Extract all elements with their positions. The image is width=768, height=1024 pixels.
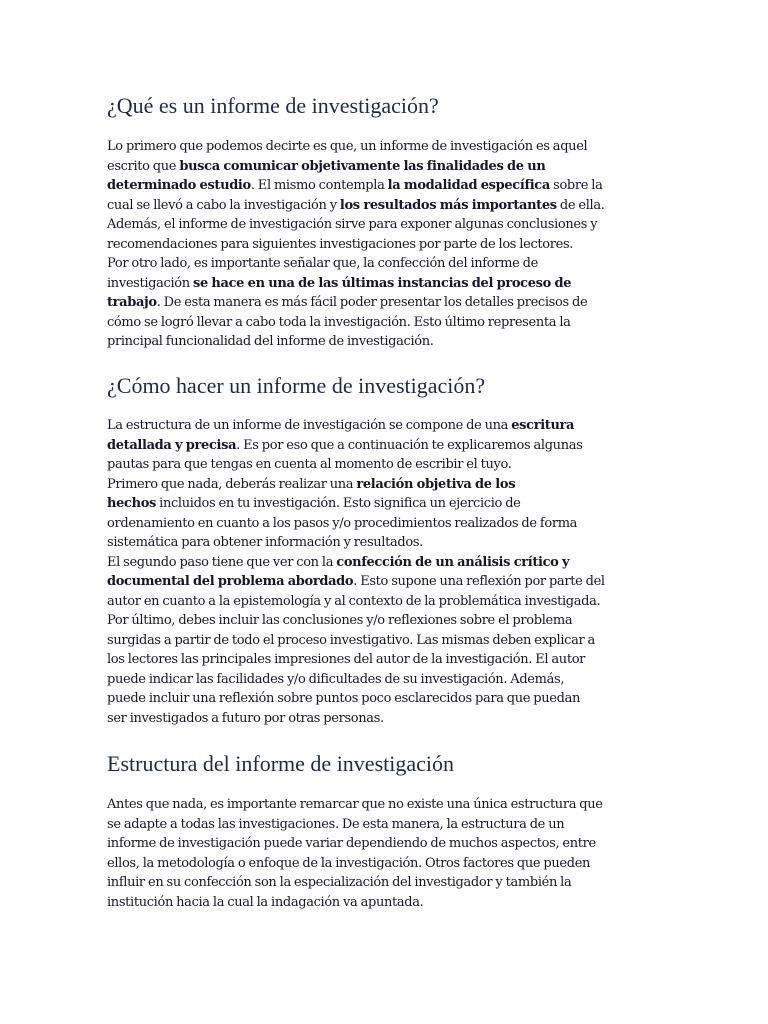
paragraph-line xyxy=(107,215,605,235)
paragraph-line xyxy=(107,854,603,874)
paragraph-line xyxy=(107,332,605,352)
paragraph-line xyxy=(107,137,605,157)
paragraph-line xyxy=(107,176,605,196)
paragraph-line xyxy=(107,631,605,651)
text-run: puede indicar las facilidades y/o dificultades de su investigación. Además, xyxy=(107,671,565,687)
text-run: . Es por eso que a continuación te explicaremos algunas xyxy=(236,437,583,453)
paragraph-line xyxy=(107,553,605,573)
bold-text: busca comunicar objetivamente las finalidades de un xyxy=(179,158,546,174)
paragraph-line xyxy=(107,893,603,913)
text-run: sistemática para obtener información y resultados. xyxy=(107,535,423,550)
text-run: sobre la xyxy=(549,178,603,193)
bold-text: relación objetiva de los xyxy=(356,476,516,492)
paragraph-line xyxy=(107,650,605,670)
text-run: ellos, la metodología o enfoque de la investigación. Otros factores que pueden xyxy=(107,855,591,871)
text-run: institución hacia la cual la indagación va apuntada. xyxy=(107,894,424,910)
text-run: Por otro lado, es importante señalar que, la confección del informe de xyxy=(107,256,538,271)
paragraph-line xyxy=(107,157,605,177)
paragraph-line xyxy=(107,235,605,255)
text-run: incluidos en tu investigación. Esto significa un ejercicio de xyxy=(155,496,521,511)
text-run: . De esta manera es más fácil poder presentar los detalles precisos de xyxy=(156,295,588,310)
paragraph-line xyxy=(107,572,605,592)
bold-text: los resultados más importantes xyxy=(339,197,557,213)
section-heading: Estructura del informe de investigación xyxy=(107,751,454,776)
paragraph-line xyxy=(107,815,603,835)
text-run: Por último, debes incluir las conclusiones y/o reflexiones sobre el problema xyxy=(107,613,573,628)
bold-text: hechos xyxy=(107,496,156,511)
text-run: se adapte a todas las investigaciones. De esta manera, la estructura de un xyxy=(107,816,565,832)
section-paragraph xyxy=(107,416,605,728)
text-run: cual se llevó a cabo la investigación y xyxy=(107,197,340,213)
section-heading: ¿Cómo hacer un informe de investigación? xyxy=(107,373,486,398)
paragraph-line xyxy=(107,592,605,612)
text-run: cómo se logró llevar a cabo toda la investigación. Esto último representa la xyxy=(107,314,571,330)
paragraph-line xyxy=(107,795,603,815)
section-paragraph xyxy=(107,137,605,352)
text-run: autor en cuanto a la epistemología y al contexto de la problemática investigada. xyxy=(107,593,601,609)
paragraph-line xyxy=(107,533,605,553)
paragraph-line xyxy=(107,494,605,514)
text-run: influir en su confección son la especialización del investigador y también la xyxy=(107,875,572,890)
paragraph-line xyxy=(107,293,605,313)
text-run: de ella. xyxy=(556,197,605,213)
paragraph-line xyxy=(107,254,605,274)
text-run: Además, el informe de investigación sirve para exponer algunas conclusiones y xyxy=(107,217,598,232)
paragraph-line xyxy=(107,196,605,216)
bold-text: documental del problema abordado xyxy=(107,574,354,589)
bold-text: determinado estudio xyxy=(107,178,251,193)
text-run: ser investigados a futuro por otras personas. xyxy=(107,710,384,726)
bold-text: se hace en una de las últimas instancias del proceso de xyxy=(192,275,572,291)
text-run: los lectores las principales impresiones del autor de la investigación. El autor xyxy=(107,652,586,667)
section-heading: ¿Qué es un informe de investigación? xyxy=(107,93,439,118)
paragraph-line xyxy=(107,274,605,294)
bold-text: trabajo xyxy=(107,295,157,310)
text-run: . Esto supone una reflexión por parte del xyxy=(353,574,605,589)
text-run: El segundo paso tiene que ver con la xyxy=(107,554,337,570)
text-run: . El mismo contempla xyxy=(250,178,388,193)
paragraph-line xyxy=(107,611,605,631)
text-run: informe de investigación puede variar dependiendo de muchos aspectos, entre xyxy=(107,836,596,851)
bold-text: escritura xyxy=(511,418,575,433)
text-run: escrito que xyxy=(107,158,180,174)
text-run: Lo primero que podemos decirte es que, un informe de investigación es aquel xyxy=(107,139,588,154)
bold-text: detallada y precisa xyxy=(107,437,237,453)
paragraph-line xyxy=(107,455,605,475)
paragraph-line xyxy=(107,514,605,534)
paragraph-line xyxy=(107,475,605,495)
text-run: La estructura de un informe de investigación se compone de una xyxy=(107,418,512,433)
paragraph-line xyxy=(107,670,605,690)
paragraph-line xyxy=(107,873,603,893)
section-paragraph xyxy=(107,795,603,912)
text-run: surgidas a partir de todo el proceso investigativo. Las mismas deben explicar a xyxy=(107,632,595,648)
paragraph-line xyxy=(107,416,605,436)
text-run: Antes que nada, es importante remarcar que no existe una única estructura que xyxy=(107,797,603,812)
text-run: investigación xyxy=(107,275,193,291)
bold-text: confección de un análisis crítico y xyxy=(336,554,570,570)
text-run: recomendaciones para siguientes investigaciones por parte de los lectores. xyxy=(107,236,574,252)
bold-text: la modalidad específica xyxy=(387,178,550,193)
paragraph-line xyxy=(107,689,605,709)
text-run: principal funcionalidad del informe de investigación. xyxy=(107,334,434,349)
paragraph-line xyxy=(107,436,605,456)
text-run: pautas para que tengas en cuenta al momento de escribir el tuyo. xyxy=(107,457,512,472)
paragraph-line xyxy=(107,709,605,729)
text-run: Primero que nada, deberás realizar una xyxy=(107,476,357,492)
text-run: puede incluir una reflexión sobre puntos poco esclarecidos para que puedan xyxy=(107,691,581,706)
text-run: ordenamiento en cuanto a los pasos y/o procedimientos realizados de forma xyxy=(107,515,578,531)
paragraph-line xyxy=(107,834,603,854)
paragraph-line xyxy=(107,313,605,333)
